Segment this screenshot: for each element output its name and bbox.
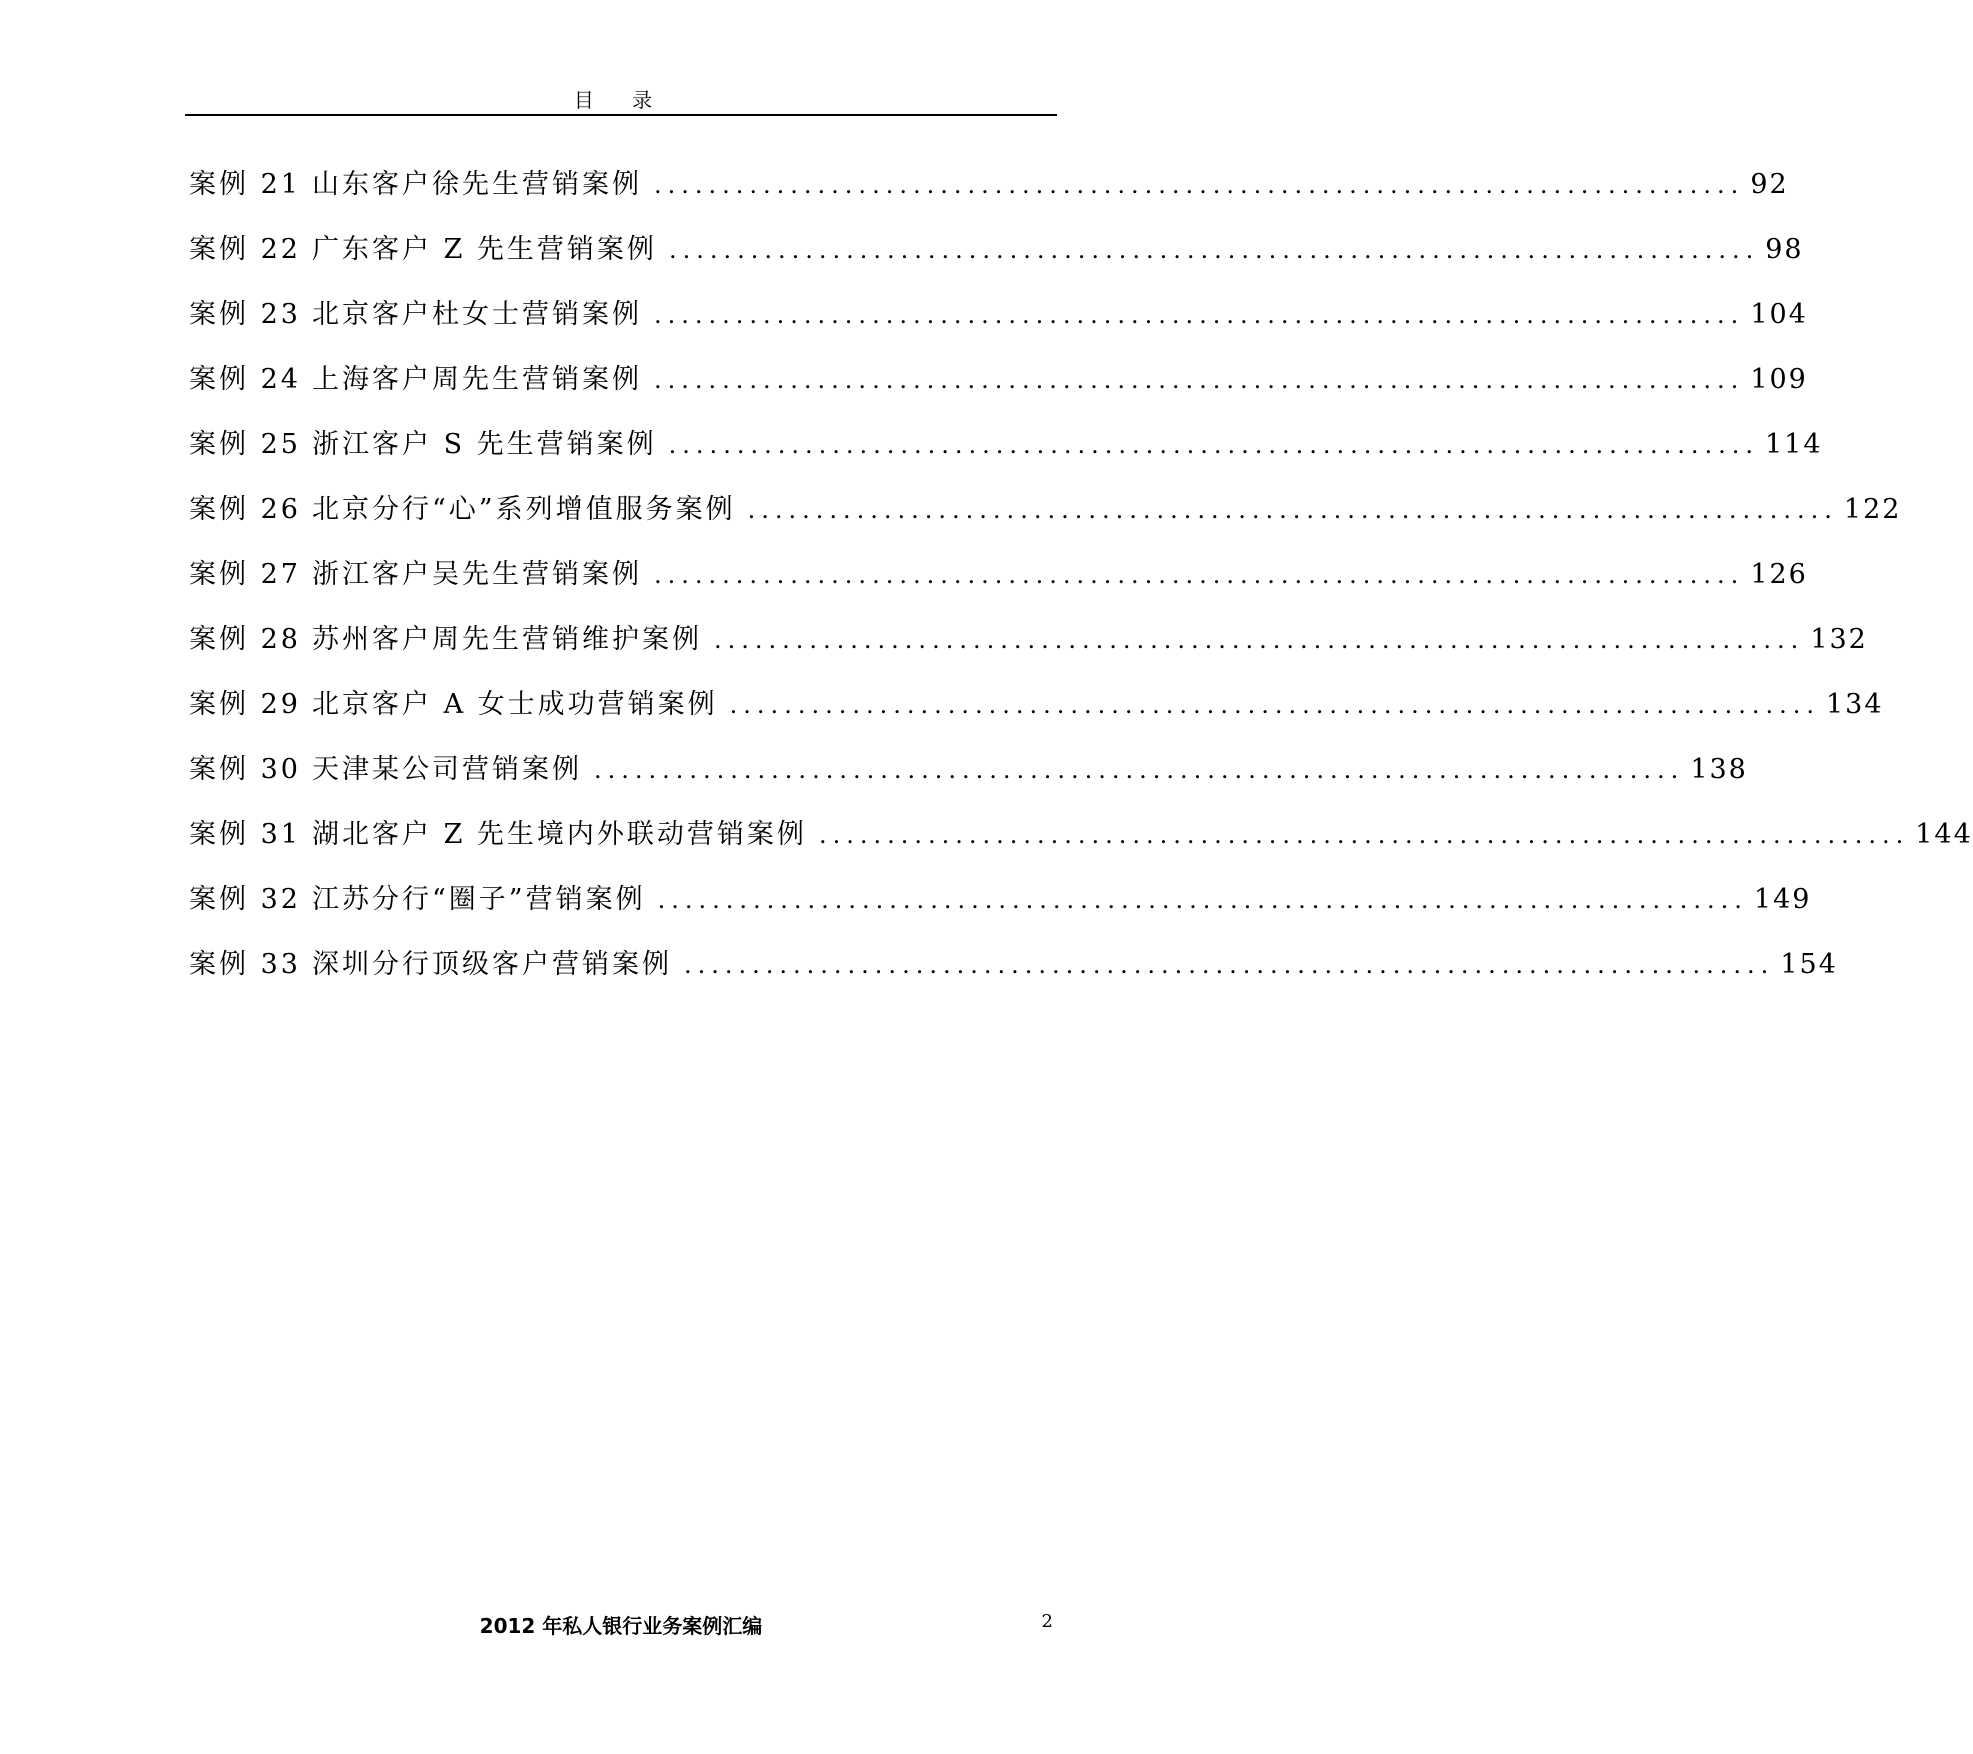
toc-entry-page: 154 — [1780, 949, 1838, 980]
toc-dot-leader: ................................................................................ — [657, 886, 1748, 914]
toc-dot-leader: ................................................................................ — [668, 236, 1760, 264]
toc-entry[interactable] — [189, 802, 1973, 867]
toc-dot-leader: ................................................................................ — [654, 366, 1745, 394]
toc-entry[interactable] — [189, 607, 1868, 672]
toc-entry-label: 案例 21 — [189, 169, 301, 200]
toc-entry-page: 114 — [1764, 429, 1823, 460]
toc-dot-leader: ................................................................................ — [729, 691, 1820, 719]
toc-entry-page: 92 — [1750, 169, 1789, 200]
toc-entry-title: 北京客户杜女士营销案例 — [312, 299, 642, 330]
toc-entry-label: 案例 33 — [189, 949, 301, 980]
toc-entry-title: 苏州客户周先生营销维护案例 — [312, 624, 702, 655]
toc-entry[interactable] — [189, 737, 1748, 802]
toc-entry-label: 案例 25 — [189, 429, 301, 460]
toc-entry-label: 案例 23 — [189, 299, 301, 330]
toc-entry[interactable] — [189, 217, 1804, 282]
toc-entry-title: 浙江客户 S 先生营销案例 — [312, 429, 657, 460]
toc-entry-title: 北京分行“心”系列增值服务案例 — [312, 494, 736, 525]
toc-entry-label: 案例 24 — [189, 364, 301, 395]
toc-entry[interactable] — [189, 152, 1789, 217]
toc-dot-leader: ................................................................................ — [654, 561, 1745, 589]
toc-dot-leader: ................................................................................ — [714, 626, 1805, 654]
toc-entry-label: 案例 30 — [189, 754, 301, 785]
toc-entry-title: 广东客户 Z 先生营销案例 — [312, 234, 657, 265]
toc-entry[interactable] — [189, 867, 1812, 932]
toc-entry-label: 案例 22 — [189, 234, 301, 265]
toc-entry[interactable] — [189, 932, 1838, 997]
toc-entry-title: 天津某公司营销案例 — [312, 754, 582, 785]
toc-entry-label: 案例 31 — [189, 819, 301, 850]
toc-dot-leader: ................................................................................ — [668, 431, 1759, 459]
toc-dot-leader: ................................................................................ — [654, 171, 1745, 199]
toc-entry-page: 144 — [1915, 819, 1973, 850]
toc-entry-page: 104 — [1750, 299, 1808, 330]
toc-entry[interactable] — [189, 477, 1902, 542]
toc-entry[interactable] — [189, 412, 1823, 477]
toc-entry-page: 149 — [1753, 884, 1812, 915]
header-divider — [185, 114, 1057, 116]
toc-entry[interactable] — [189, 347, 1808, 412]
toc-entry-page: 122 — [1843, 494, 1902, 525]
toc-entry[interactable] — [189, 672, 1884, 737]
toc-entry-label: 案例 29 — [189, 689, 301, 720]
toc-entry-title: 上海客户周先生营销案例 — [312, 364, 642, 395]
toc-entry-title: 北京客户 A 女士成功营销案例 — [312, 689, 718, 720]
toc-entry-title: 湖北客户 Z 先生境内外联动营销案例 — [312, 819, 807, 850]
page-header: 目 录 — [573, 88, 669, 112]
page-footer — [185, 1610, 1057, 1642]
toc-dot-leader: ................................................................................ — [654, 301, 1745, 329]
toc-entry-title: 山东客户徐先生营销案例 — [312, 169, 642, 200]
toc-entry-page: 138 — [1690, 754, 1748, 785]
toc-dot-leader: ................................................................................ — [818, 821, 1910, 849]
toc-entry-label: 案例 28 — [189, 624, 301, 655]
toc-dot-leader: ................................................................................ — [684, 951, 1775, 979]
toc-entry-title: 浙江客户吴先生营销案例 — [312, 559, 642, 590]
toc-dot-leader: ................................................................................ — [747, 496, 1838, 524]
toc-entry-page: 109 — [1750, 364, 1808, 395]
toc-entry-label: 案例 26 — [189, 494, 301, 525]
toc-entry-title: 江苏分行“圈子”营销案例 — [312, 884, 646, 915]
toc-entry[interactable] — [189, 542, 1808, 607]
toc-entry-title: 深圳分行顶级客户营销案例 — [312, 949, 672, 980]
table-of-contents — [189, 152, 1973, 997]
toc-entry-label: 案例 27 — [189, 559, 301, 590]
toc-entry-page: 134 — [1825, 689, 1884, 720]
toc-entry-label: 案例 32 — [189, 884, 301, 915]
toc-entry-page: 126 — [1750, 559, 1808, 590]
footer-title: 2012 年私人银行业务案例汇编 — [479, 1614, 763, 1638]
page-number: 2 — [1041, 1611, 1053, 1632]
toc-entry[interactable] — [189, 282, 1808, 347]
toc-entry-page: 132 — [1810, 624, 1868, 655]
toc-entry-page: 98 — [1765, 234, 1804, 265]
toc-dot-leader: ................................................................................ — [594, 756, 1685, 784]
